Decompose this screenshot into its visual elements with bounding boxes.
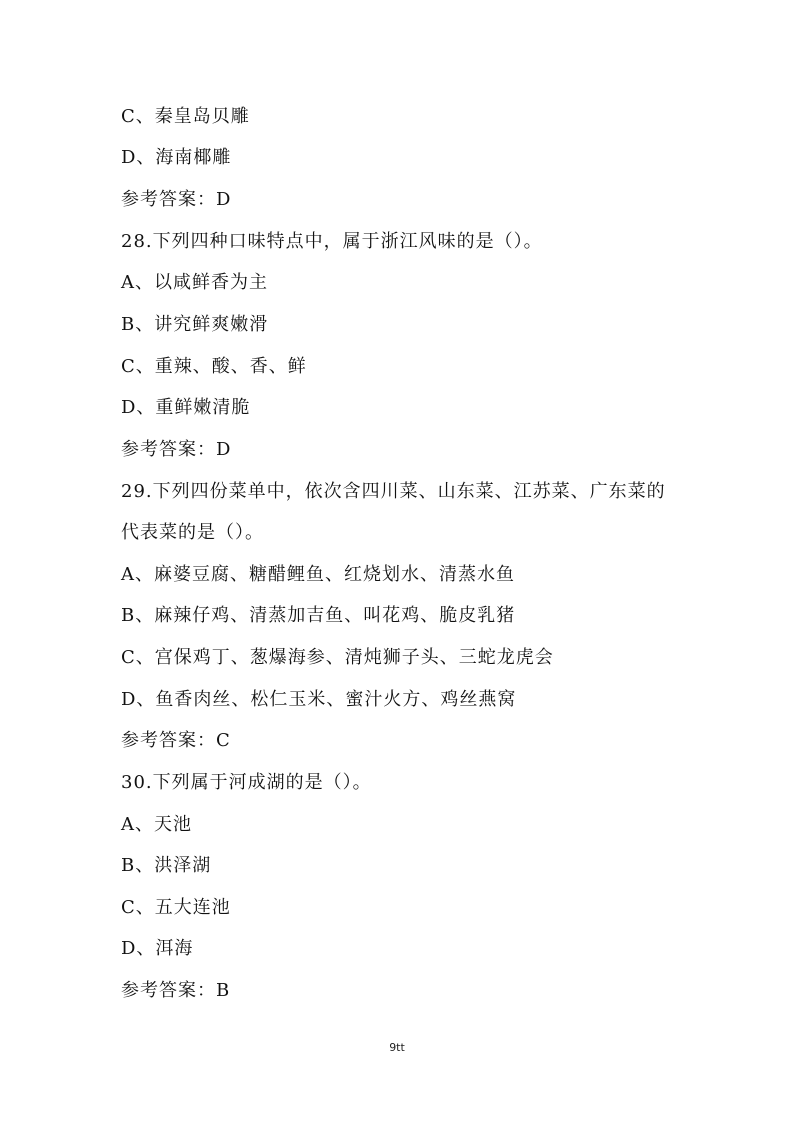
option-a-q30: A、天池	[121, 814, 192, 835]
option-b-q30: B、洪泽湖	[121, 855, 212, 876]
answer-q29: 参考答案：C	[121, 730, 231, 751]
question-28: 28.下列四种口味特点中，属于浙江风味的是（）。	[121, 231, 543, 252]
option-d-q27: D、海南椰雕	[121, 147, 232, 168]
option-c-q30: C、五大连池	[121, 897, 231, 918]
option-b-q28: B、讲究鲜爽嫩滑	[121, 314, 269, 335]
option-d-q30: D、洱海	[121, 938, 194, 959]
answer-q27: 参考答案：D	[121, 189, 232, 210]
option-c-q29: C、宫保鸡丁、葱爆海参、清炖狮子头、三蛇龙虎会	[121, 647, 554, 668]
option-a-q28: A、以咸鲜香为主	[121, 272, 268, 293]
question-29-line-2: 代表菜的是（）。	[121, 522, 264, 543]
page-number: 9tt	[389, 1041, 405, 1054]
question-30: 30.下列属于河成湖的是（）。	[121, 772, 372, 793]
option-d-q28: D、重鲜嫩清脆	[121, 397, 251, 418]
option-b-q29: B、麻辣仔鸡、清蒸加吉鱼、叫花鸡、脆皮乳猪	[121, 605, 516, 626]
answer-q30: 参考答案：B	[121, 980, 231, 1001]
option-c-q27: C、秦皇岛贝雕	[121, 106, 250, 127]
option-a-q29: A、麻婆豆腐、糖醋鲤鱼、红烧划水、清蒸水鱼	[121, 564, 515, 585]
question-29-line-1: 29.下列四份菜单中，依次含四川菜、山东菜、江苏菜、广东菜的	[121, 481, 666, 502]
option-d-q29: D、鱼香肉丝、松仁玉米、蜜汁火方、鸡丝燕窝	[121, 689, 517, 710]
answer-q28: 参考答案：D	[121, 439, 232, 460]
option-c-q28: C、重辣、酸、香、鲜	[121, 356, 307, 377]
